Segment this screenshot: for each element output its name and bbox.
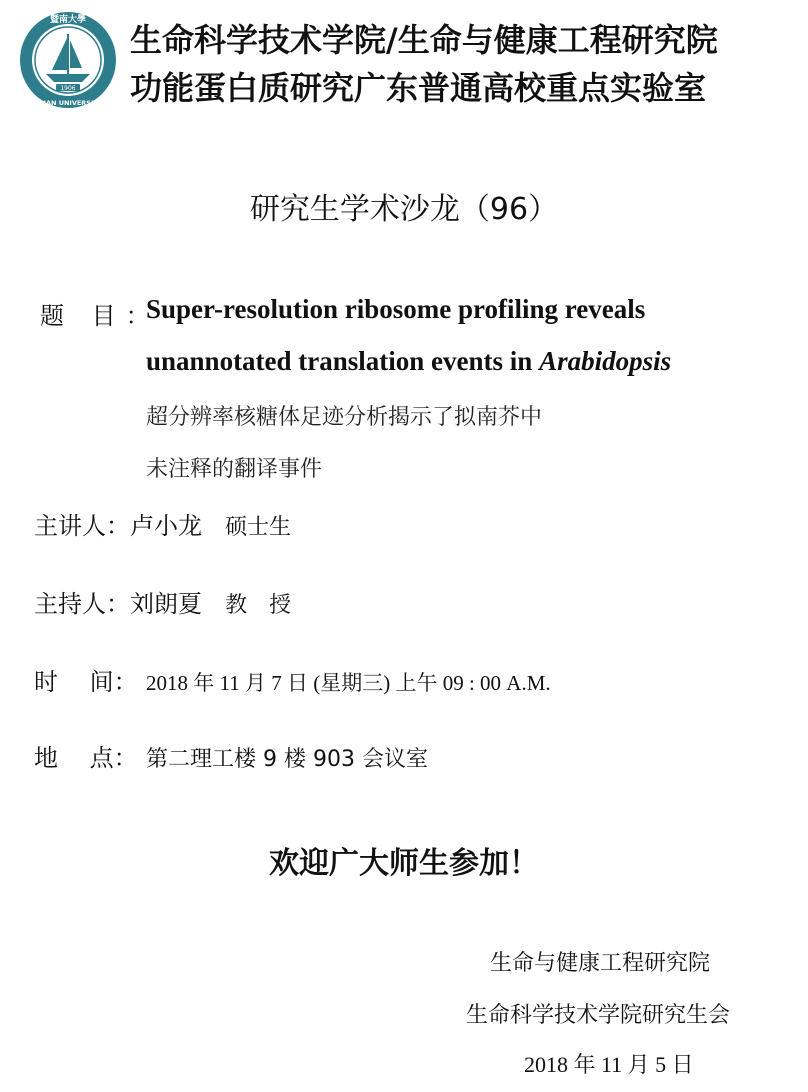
topic-english-species: Arabidopsis	[539, 346, 672, 376]
letterhead-line-2: 功能蛋白质研究广东普通高校重点实验室	[130, 69, 707, 107]
time-value: 2018 年 11 月 7 日 (星期三) 上午 09 : 00 A.M.	[146, 671, 551, 695]
topic-english-line-2-text: unannotated translation events in	[146, 346, 540, 376]
topic-label: 题 目：	[40, 302, 160, 330]
speaker-title: 硕士生	[225, 515, 292, 540]
host-row	[34, 584, 291, 619]
seal-text-top: 暨南大學	[49, 15, 87, 25]
university-seal-icon	[18, 10, 118, 110]
topic-english-line-1: Super-resolution ribosome profiling reveals	[146, 294, 646, 324]
speaker-label: 主讲人：	[34, 512, 130, 540]
time-row	[34, 662, 551, 697]
topic-chinese-line-2: 未注释的翻译事件	[146, 457, 323, 482]
signature-date: 2018 年 11 月 5 日	[524, 1052, 694, 1077]
host-name: 刘朗夏	[130, 590, 202, 618]
place-value: 第二理工楼 9 楼 903 会议室	[146, 747, 428, 772]
letterhead-text	[130, 16, 718, 112]
signature-org-1: 生命与健康工程研究院	[490, 951, 711, 976]
welcome-message: 欢迎广大师生参加！	[269, 846, 539, 881]
seal-text-bottom: JI NAN UNIVERSITY	[33, 99, 103, 107]
topic-english-line-2	[146, 346, 671, 377]
host-label: 主持人：	[34, 590, 130, 618]
place-row	[34, 738, 428, 773]
topic-chinese-line-1: 超分辨率核糖体足迹分析揭示了拟南芥中	[146, 405, 543, 430]
speaker-name: 卢小龙	[130, 512, 202, 540]
page-title: 研究生学术沙龙（96）	[249, 192, 559, 227]
speaker-row	[34, 506, 291, 541]
seal-year: 1906	[60, 85, 76, 92]
letterhead-line-1: 生命科学技术学院/生命与健康工程研究院	[130, 21, 718, 59]
signature-org-2: 生命科学技术学院研究生会	[466, 1003, 731, 1028]
place-label: 地 点：	[34, 744, 138, 772]
host-title: 教 授	[225, 593, 292, 618]
time-label: 时 间：	[34, 668, 138, 696]
letterhead	[18, 10, 798, 118]
